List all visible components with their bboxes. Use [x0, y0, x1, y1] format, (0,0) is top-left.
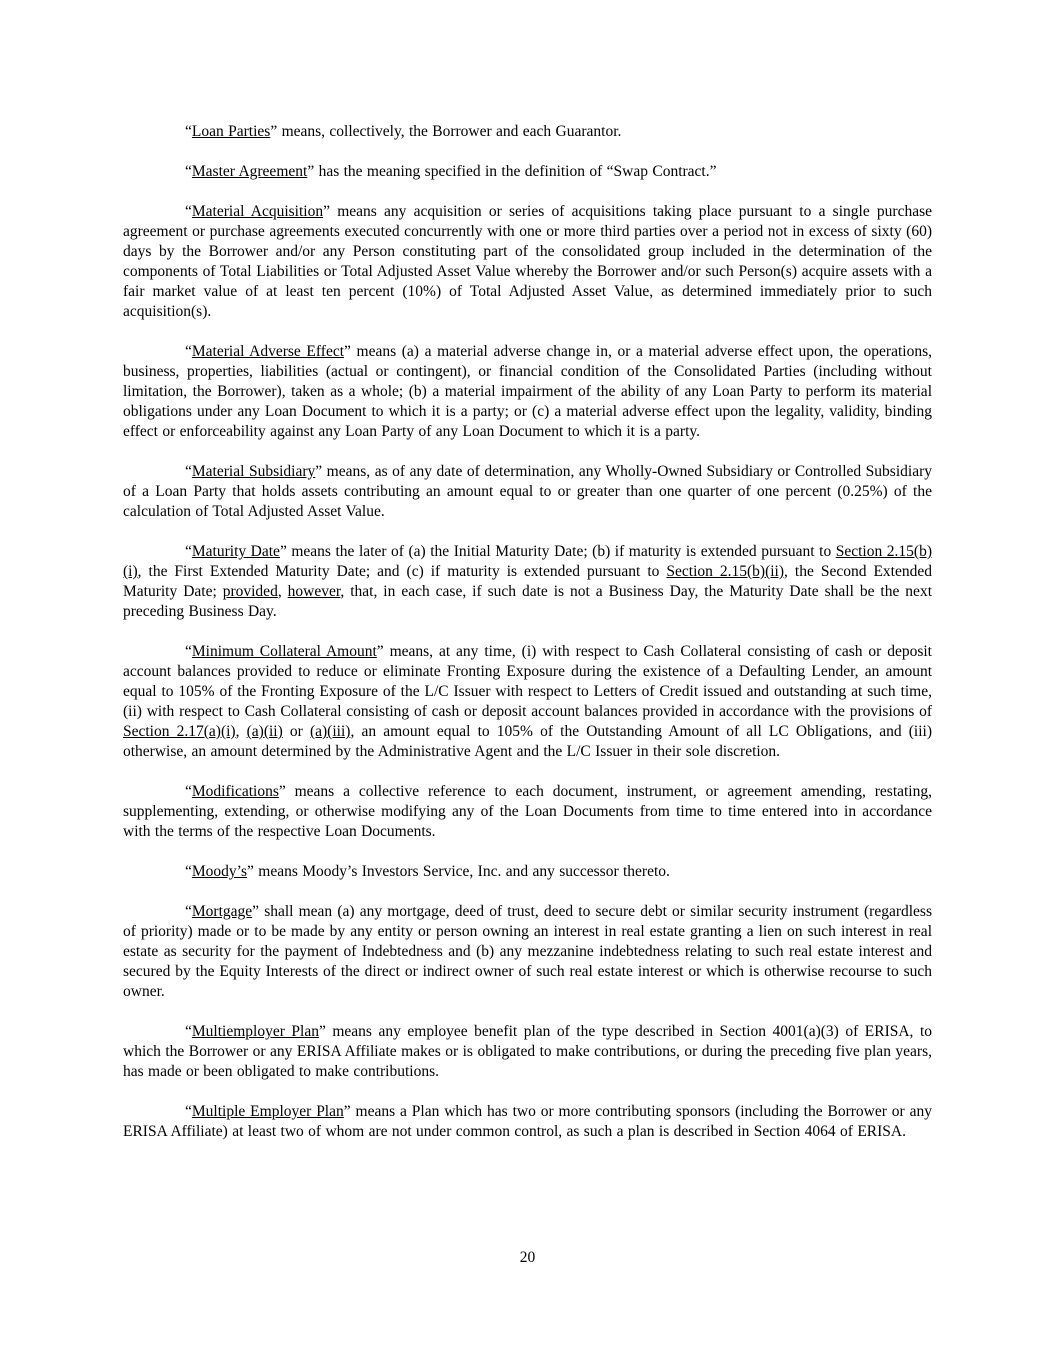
- page-number: 20: [519, 1249, 536, 1266]
- definition-material-adverse-effect: [123, 342, 932, 442]
- underlined-term: Modifications: [191, 783, 279, 800]
- definition-material-subsidiary: [123, 462, 932, 522]
- underlined-term: Maturity Date: [191, 543, 280, 560]
- text-run: ” has the meaning specified in the definition of “Swap Contract.”: [307, 163, 717, 180]
- text-run: “: [185, 863, 192, 880]
- underlined-term: however: [287, 583, 341, 600]
- definition-maturity-date: [123, 542, 932, 622]
- text-run: “: [185, 783, 192, 800]
- text-run: “: [185, 543, 192, 560]
- text-run: “: [185, 1103, 192, 1120]
- underlined-term: Minimum Collateral Amount: [191, 643, 377, 660]
- text-run: “: [185, 343, 192, 360]
- definition-minimum-collateral-amount: [123, 642, 932, 762]
- text-run: “: [185, 463, 192, 480]
- definition-loan-parties: [123, 122, 932, 142]
- text-run: “: [185, 1023, 192, 1040]
- text-run: or: [282, 723, 310, 740]
- text-run: ” means Moody’s Investors Service, Inc. and any successor thereto.: [247, 863, 670, 880]
- text-run: ” means, at any time, (i) with respect to Cash Collateral consisting of cash or deposit account balances provided to reduce or eliminate Fronting Exposure during the existence of a Defaulting Lender, an amount equal to 105% of the Fronting Exposure of the L/C Issuer with respect to Letters of Credit issued and outstanding at such time, (ii) with respect to Cash Collateral consisting of cash or deposit account balances provided in accordance with the provisions of: [123, 643, 932, 720]
- text-run: “: [185, 903, 192, 920]
- definition-material-acquisition: [123, 202, 932, 322]
- text-run: ” means a collective reference to each document, instrument, or agreement amending, restating, supplementing, extending, or otherwise modifying any of the Loan Documents from time to time entered into in accordance with the terms of the respective Loan Documents.: [123, 783, 932, 840]
- text-run: “: [185, 203, 192, 220]
- definition-modifications: [123, 782, 932, 842]
- underlined-term: (a)(iii): [309, 723, 351, 740]
- text-run: , that, in each case, if such date is not a Business Day, the Maturity Date shall be the next preceding Business Day.: [123, 583, 932, 620]
- underlined-term: Loan Parties: [191, 123, 271, 140]
- underlined-term: (a)(ii): [246, 723, 283, 740]
- underlined-term: Section 2.17(a)(i): [123, 723, 236, 740]
- text-run: ” means the later of (a) the Initial Maturity Date; (b) if maturity is extended pursuant to: [279, 543, 836, 560]
- underlined-term: Material Subsidiary: [191, 463, 316, 480]
- underlined-term: Material Adverse Effect: [191, 343, 345, 360]
- definition-moody-s: [123, 862, 932, 882]
- underlined-term: Moody’s: [191, 863, 248, 880]
- text-run: ” means a Plan which has two or more contributing sponsors (including the Borrower or any ERISA Affiliate) at least two of whom are not under common control, as such a plan is described in Section 4064 of ERISA.: [123, 1103, 932, 1140]
- text-run: ,: [235, 723, 247, 740]
- text-run: , the Second Extended Maturity Date;: [123, 563, 932, 600]
- text-run: “: [185, 163, 192, 180]
- underlined-term: Section 2.15(b)(i): [123, 543, 932, 580]
- text-run: ” means, collectively, the Borrower and each Guarantor.: [270, 123, 622, 140]
- underlined-term: Multiemployer Plan: [191, 1023, 319, 1040]
- underlined-term: provided: [222, 583, 278, 600]
- text-run: ” means any employee benefit plan of the type described in Section 4001(a)(3) of ERISA, to which the Borrower or any ERISA Affiliate makes or is obligated to make contributions, or during the preceding five plan years, has made or been obligated to make contributions.: [123, 1023, 933, 1080]
- text-run: , the First Extended Maturity Date; and (c) if maturity is extended pursuant to: [137, 563, 667, 580]
- text-run: ” means, as of any date of determination, any Wholly-Owned Subsidiary or Controlled Subsidiary of a Loan Party that holds assets contributing an amount equal to or greater than one quarter of one percent (0.25%) of the calculation of Total Adjusted Asset Value.: [123, 463, 932, 520]
- text-run: ” means any acquisition or series of acquisitions taking place pursuant to a single purchase agreement or purchase agreements executed concurrently with one or more third parties over a period not in excess of sixty (60) days by the Borrower and/or any Person constituting part of the consolidated group included in the determination of the components of Total Liabilities or Total Adjusted Asset Value whereby the Borrower and/or such Person(s) acquire assets with a fair market value of at least ten percent (10%) of Total Adjusted Asset Value, as determined immediately prior to such acquisition(s).: [123, 203, 932, 320]
- underlined-term: Mortgage: [191, 903, 253, 920]
- text-run: ” shall mean (a) any mortgage, deed of trust, deed to secure debt or similar security instrument (regardless of priority) made or to be made by any entity or person owning an interest in real estate granting a lien on such interest in real estate as security for the payment of Indebtedness and (b) any mezzanine indebtedness relating to such real estate interest and secured by the Equity Interests of the direct or indirect owner of such real estate interest or which is otherwise recourse to such owner.: [123, 903, 932, 1000]
- underlined-term: Master Agreement: [191, 163, 308, 180]
- definition-multiemployer-plan: [123, 1022, 932, 1082]
- definitions-section: [123, 122, 932, 1142]
- definition-multiple-employer-plan: [123, 1102, 932, 1142]
- text-run: “: [185, 643, 192, 660]
- text-run: “: [185, 123, 192, 140]
- text-run: ,: [277, 583, 288, 600]
- definition-master-agreement: [123, 162, 932, 182]
- text-run: , an amount equal to 105% of the Outstanding Amount of all LC Obligations, and (iii) otherwise, an amount determined by the Administrative Agent and the L/C Issuer in their sole discretion.: [123, 723, 933, 760]
- underlined-term: Multiple Employer Plan: [191, 1103, 344, 1120]
- text-run: ” means (a) a material adverse change in, or a material adverse effect upon, the operations, business, properties, liabilities (actual or contingent), or financial condition of the Consolidated Parties (including without limitation, the Borrower), taken as a whole; (b) a material impairment of the ability of any Loan Party to perform its material obligations under any Loan Document to which it is a party; or (c) a material adverse effect upon the legality, validity, binding effect or enforceability against any Loan Party of any Loan Document to which it is a party.: [123, 343, 932, 440]
- underlined-term: Section 2.15(b)(ii): [666, 563, 785, 580]
- definition-mortgage: [123, 902, 932, 1002]
- underlined-term: Material Acquisition: [191, 203, 324, 220]
